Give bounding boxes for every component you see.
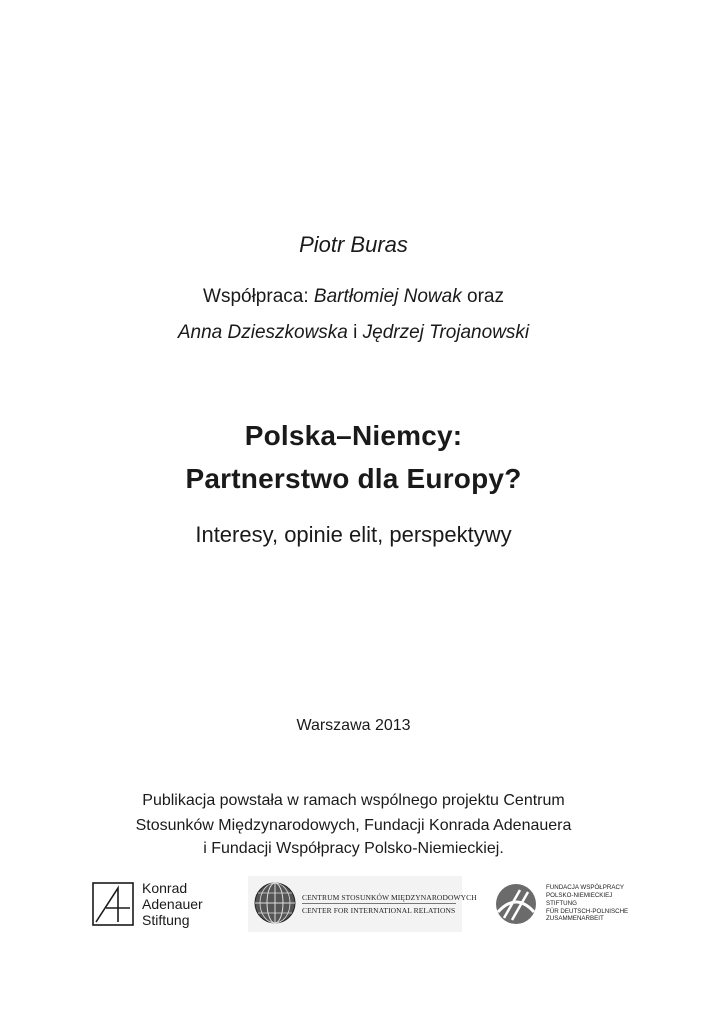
- publication-note-line-3: i Fundacji Współpracy Polsko-Niemieckiej.: [203, 840, 504, 857]
- fwpn-line-2: POLSKO-NIEMIECKIEJ: [546, 891, 613, 899]
- collaboration-line-2: [0, 322, 707, 344]
- publication-note-line-1: Publikacja powstała w ramach wspólnego projektu Centrum: [142, 792, 565, 809]
- collaboration-conjunction-2: i: [347, 322, 363, 343]
- csm-logo-line-2: CENTER FOR INTERNATIONAL RELATIONS: [302, 906, 456, 915]
- bridge-icon: [494, 882, 540, 926]
- kas-logo-line-1: Konrad: [142, 880, 188, 896]
- kas-logo: [92, 880, 222, 930]
- collaboration-conjunction-1: oraz: [461, 286, 504, 307]
- place-and-year: Warszawa 2013: [296, 717, 411, 734]
- fwpn-logo: [494, 880, 674, 930]
- title-line-1: Polska–Niemcy:: [244, 420, 463, 451]
- fwpn-line-3: STIFTUNG: [546, 900, 577, 907]
- fwpn-line-5: ZUSAMMENARBEIT: [546, 915, 604, 923]
- publication-note-line-2: Stosunków Międzynarodowych, Fundacji Konrada Adenauera: [135, 817, 572, 834]
- fwpn-german-name: [546, 900, 628, 923]
- kas-mark-icon: [92, 882, 134, 926]
- title-line-2: Partnerstwo dla Europy?: [185, 463, 522, 494]
- globe-icon: [252, 880, 298, 926]
- fwpn-line-1: FUNDACJA WSPÓŁPRACY: [546, 884, 625, 891]
- kas-logo-line-3: Stiftung: [142, 912, 190, 928]
- fwpn-line-4: FÜR DEUTSCH-POLNISCHE: [546, 907, 629, 915]
- collaborator-2: Anna Dzieszkowska: [177, 322, 348, 343]
- fwpn-polish-name: [546, 884, 624, 899]
- subtitle: Interesy, opinie elit, perspektywy: [195, 522, 512, 547]
- author-name: Piotr Buras: [299, 232, 408, 257]
- kas-logo-line-2: Adenauer: [142, 896, 203, 912]
- collaboration-prefix: Współpraca:: [203, 286, 314, 307]
- kas-logo-text: [142, 880, 203, 928]
- csm-divider: [302, 903, 456, 904]
- collaborator-3: Jędrzej Trojanowski: [362, 322, 530, 343]
- collaborator-1: Bartłomiej Nowak: [313, 286, 462, 307]
- csm-logo: [248, 876, 477, 932]
- csm-logo-line-1: CENTRUM STOSUNKÓW MIĘDZYNARODOWYCH: [302, 893, 477, 902]
- collaboration-line-1: [0, 286, 707, 308]
